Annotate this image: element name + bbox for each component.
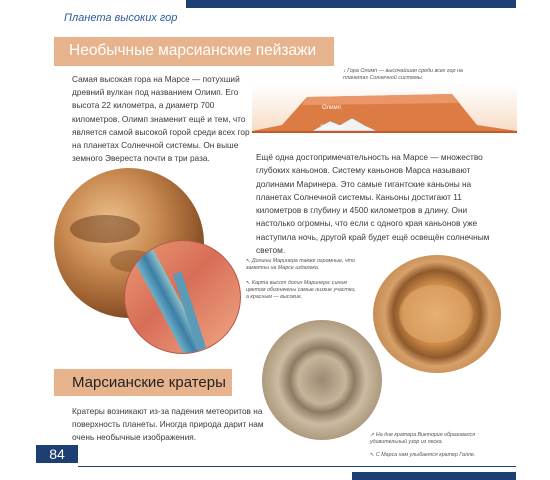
everest-label: Эверест bbox=[320, 125, 344, 131]
page-number-box bbox=[36, 445, 78, 463]
running-head: Планета высоких гор bbox=[64, 12, 178, 24]
victoria-crater-image bbox=[373, 255, 501, 373]
craters-title-band bbox=[54, 369, 232, 396]
section-title-band bbox=[54, 37, 334, 66]
footer-rule bbox=[78, 466, 516, 467]
canyons-paragraph: Ещё одна достопримечательность на Марсе — множество глубоких каньонов. Систему каньонов Марса называют долинами Маринера. Это самые гигантские каньоны на планетах Солнечной системы. Каньоны достигают 11 километров в глубину и 4500 километров в длину. Они настолько огромны, что если с одного края каньонов уже наступила ночь, другой край будет ещё освещён солнечным светом. bbox=[256, 152, 490, 256]
section-title: Необычные марсианские пейзажи bbox=[69, 42, 317, 59]
page-number: 84 bbox=[49, 446, 65, 462]
craters-title: Марсианские кратеры bbox=[72, 374, 226, 391]
top-bar bbox=[186, 0, 516, 8]
victoria-caption: ↗ На дне кратера Виктория образовался удивительный узор из песка. bbox=[370, 432, 476, 445]
valleys-caption: ↖ Долины Маринера также огромные, что заметны на Марсе издалека. bbox=[246, 258, 355, 271]
bottom-bar bbox=[352, 472, 516, 480]
mars-surface-shade bbox=[70, 215, 140, 243]
diagram-ground bbox=[252, 131, 517, 133]
height-map-caption: ↖ Карта высот долин Маринера: синим цветом обозначены самые низкие участки, а красным — высокие. bbox=[246, 280, 356, 300]
olympus-label: Олимп bbox=[322, 105, 341, 111]
diagram-caption: ↓ Гора Олимп — высочайшая среди всех гор на планетах Солнечной системы. bbox=[343, 68, 463, 81]
intro-paragraph: Самая высокая гора на Марсе — потухший древний вулкан под названием Олимп. Его высота 22 километра, а диаметр 700 километров. Олимп знаменит ещё и тем, что является самой высокой горой среди всех гор на планетах Солнечной системы. Он выше земного Эвереста почти в три раза. bbox=[72, 74, 250, 164]
galle-caption: ↖ С Марса нам улыбается кратер Галле. bbox=[370, 452, 476, 458]
crater-sand-floor bbox=[399, 285, 473, 343]
valles-marineris-height-map bbox=[124, 240, 241, 354]
mountain-comparison-diagram bbox=[252, 85, 517, 133]
craters-paragraph: Кратеры возникают из-за падения метеоритов на поверхность планеты. Иногда природа дарит нам очень необычные изображения. bbox=[72, 406, 264, 442]
